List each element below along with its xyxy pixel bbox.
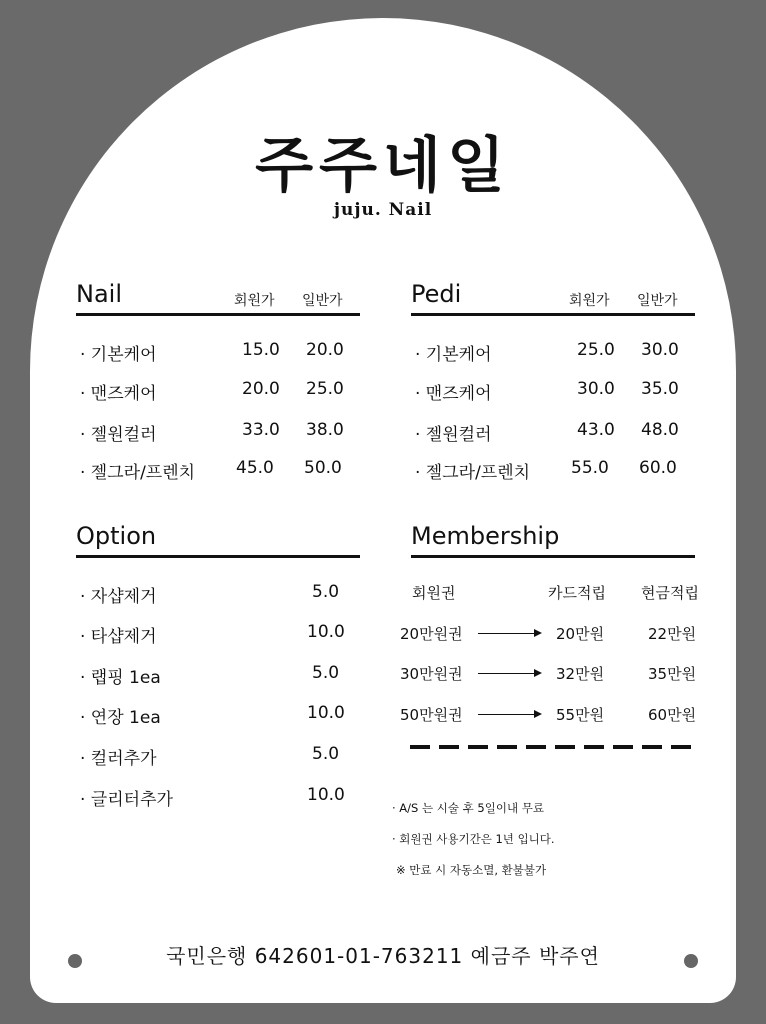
nail-divider [76,313,360,316]
mount-hole-right [684,954,698,968]
pedi-item: · 젤그라/프렌치 [415,463,531,483]
nail-member-price: 45.0 [236,458,274,478]
pedi-member-price: 25.0 [577,340,615,360]
membership-arrow [478,714,540,715]
pedi-item: · 젤원컬러 [415,425,492,445]
option-divider [76,555,360,558]
membership-section [411,522,695,562]
membership-arrow [478,673,540,674]
membership-divider [411,555,695,558]
option-item: · 연장 1ea [80,708,161,728]
nail-regular-header: 일반가 [302,293,343,309]
bank-account-info: 국민은행 642601-01-763211 예금주 박주연 [166,944,600,968]
membership-card-reward: 55만원 [556,706,605,724]
mount-hole-left [68,954,82,968]
note-membership-period: · 회원권 사용기간은 1년 입니다. [392,832,555,846]
option-price: 10.0 [307,785,345,805]
option-price: 10.0 [307,703,345,723]
nail-item: · 맨즈케어 [80,384,157,404]
membership-card-reward: 20만원 [556,625,605,643]
nail-item: · 젤원컬러 [80,425,157,445]
membership-ticket: 30만원권 [400,665,463,683]
membership-cash-reward: 60만원 [648,706,697,724]
nail-member-price: 20.0 [242,379,280,399]
nail-member-price: 33.0 [242,420,280,440]
pedi-member-price: 43.0 [577,420,615,440]
nail-regular-price: 25.0 [306,379,344,399]
pedi-regular-header: 일반가 [637,293,678,309]
option-title: Option [76,522,157,550]
membership-card-reward: 32만원 [556,665,605,683]
pedi-regular-price: 35.0 [641,379,679,399]
membership-cash-reward: 22만원 [648,625,697,643]
option-price: 5.0 [312,744,340,764]
option-item: · 글리터추가 [80,790,173,810]
option-item: · 컬러추가 [80,749,157,769]
nail-item: · 젤그라/프렌치 [80,463,196,483]
option-price: 5.0 [312,663,340,683]
pedi-member-header: 회원가 [569,293,610,309]
pedi-member-price: 55.0 [571,458,609,478]
membership-ticket-header: 회원권 [412,584,456,602]
pedi-item: · 기본케어 [415,345,492,365]
membership-arrow [478,633,540,634]
nail-section [76,280,360,483]
membership-ticket: 20만원권 [400,625,463,643]
nail-regular-price: 38.0 [306,420,344,440]
option-section [76,522,360,812]
membership-title: Membership [411,522,560,550]
membership-ticket: 50만원권 [400,706,463,724]
nail-member-price: 15.0 [242,340,280,360]
pedi-member-price: 30.0 [577,379,615,399]
brand-title: 주주네일 [255,131,511,201]
nail-item: · 기본케어 [80,345,157,365]
nail-regular-price: 20.0 [306,340,344,360]
nail-regular-price: 50.0 [304,458,342,478]
note-as: · A/S 는 시술 후 5일이내 무료 [392,801,544,815]
nail-title: Nail [76,280,122,308]
membership-card-header: 카드적립 [548,584,606,602]
option-price: 5.0 [312,582,340,602]
option-price: 10.0 [307,622,345,642]
membership-cash-header: 현금적립 [641,584,699,602]
membership-cash-reward: 35만원 [648,665,697,683]
pedi-regular-price: 48.0 [641,420,679,440]
pedi-regular-price: 30.0 [641,340,679,360]
option-item: · 자샵제거 [80,587,157,607]
brand-subtitle: juju. Nail [333,200,433,220]
pedi-section [411,280,695,483]
pedi-divider [411,313,695,316]
nail-member-header: 회원가 [234,293,275,309]
dashed-divider [410,745,696,749]
option-item: · 타샵제거 [80,627,157,647]
pedi-item: · 맨즈케어 [415,384,492,404]
pedi-title: Pedi [411,280,462,308]
option-item: · 랩핑 1ea [80,668,161,688]
pedi-regular-price: 60.0 [639,458,677,478]
note-expiry: ※ 만료 시 자동소멸, 환불불가 [396,863,547,877]
